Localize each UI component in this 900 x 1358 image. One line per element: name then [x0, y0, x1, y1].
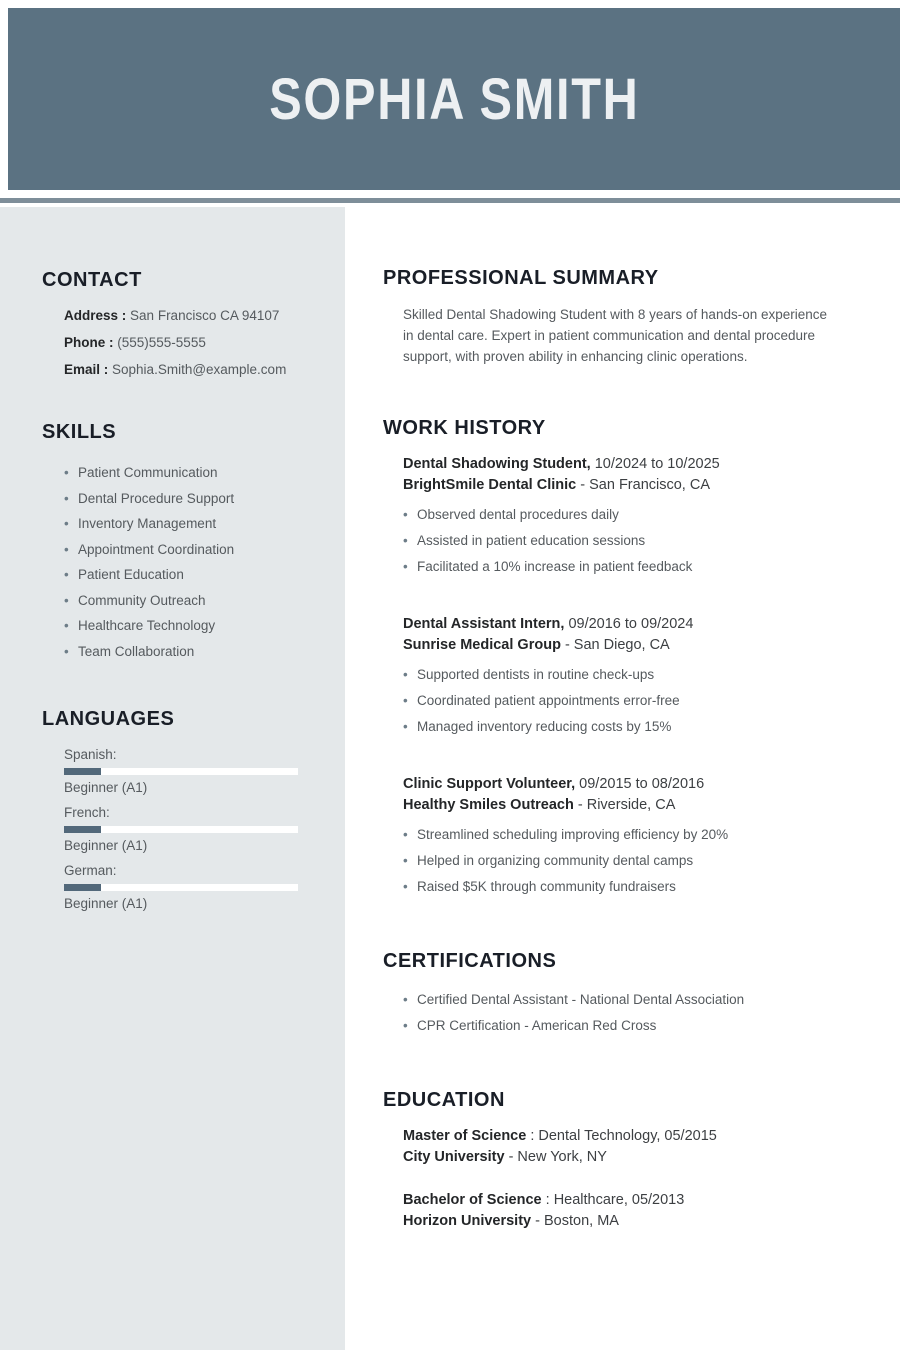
- school-line: [403, 1211, 840, 1232]
- job-location: - San Francisco, CA: [580, 477, 711, 493]
- skill-item: • Team Collaboration: [64, 639, 305, 665]
- certification-item: • Certified Dental Assistant - National Dental Association: [403, 987, 840, 1013]
- summary-section: [383, 267, 840, 367]
- contact-value-address: San Francisco CA 94107: [130, 308, 280, 323]
- certification-item: • CPR Certification - American Red Cross: [403, 1013, 840, 1039]
- skill-item: • Inventory Management: [64, 511, 305, 537]
- certifications-section: [383, 950, 840, 1039]
- resume-page: [0, 8, 900, 1358]
- skill-item: • Appointment Coordination: [64, 537, 305, 563]
- job-location: - Riverside, CA: [577, 797, 676, 813]
- language-name: German:: [64, 863, 117, 878]
- languages-title: LANGUAGES: [42, 708, 175, 730]
- summary-title: PROFESSIONAL SUMMARY: [383, 267, 659, 289]
- skills-title: SKILLS: [42, 421, 117, 443]
- skill-item: • Community Outreach: [64, 588, 305, 614]
- job-dates: 10/2024 to 10/2025: [594, 456, 720, 472]
- degree-name: Master of Science: [403, 1128, 527, 1144]
- job-bullet: • Helped in organizing community dental camps: [403, 848, 840, 874]
- job-role: Dental Assistant Intern,: [403, 616, 565, 632]
- language-level: Beginner (A1): [64, 780, 148, 795]
- contact-row-email: [64, 362, 305, 377]
- job-role: Clinic Support Volunteer,: [403, 776, 576, 792]
- contact-value-email: Sophia.Smith@example.com: [112, 362, 287, 377]
- contact-title: CONTACT: [42, 269, 142, 291]
- job-role-line: [403, 614, 840, 635]
- summary-text: Skilled Dental Shadowing Student with 8 years of hands-on experience in dental care. Expert in patient communication and dental procedure support, with proven ability in enhancing clinic operations.: [403, 307, 828, 364]
- job-dates: 09/2016 to 09/2024: [568, 616, 694, 632]
- contact-section: [42, 269, 305, 377]
- school-line: [403, 1147, 840, 1168]
- language-progress-bar: [64, 884, 298, 891]
- job-company: Healthy Smiles Outreach: [403, 797, 574, 813]
- contact-row-phone: [64, 335, 305, 350]
- job-entry: [403, 614, 840, 740]
- school-name: Horizon University: [403, 1213, 532, 1229]
- job-role-line: [403, 454, 840, 475]
- job-dates: 09/2015 to 08/2016: [579, 776, 705, 792]
- job-bullet: • Streamlined scheduling improving efficiency by 20%: [403, 822, 840, 848]
- job-bullets: [403, 822, 840, 900]
- job-company: BrightSmile Dental Clinic: [403, 477, 577, 493]
- skills-section: [42, 421, 305, 664]
- language-name: Spanish:: [64, 747, 117, 762]
- skill-item: • Patient Education: [64, 562, 305, 588]
- languages-list: [64, 747, 305, 911]
- contact-label-phone: Phone :: [64, 335, 114, 350]
- degree-entry: [403, 1126, 840, 1168]
- education-section: [383, 1089, 840, 1232]
- language-progress-fill: [64, 768, 101, 775]
- degree-entry: [403, 1190, 840, 1232]
- candidate-name: SOPHIA SMITH: [268, 66, 640, 132]
- job-entry: [403, 774, 840, 900]
- main-column: [345, 207, 900, 1350]
- education-title: EDUCATION: [383, 1089, 505, 1111]
- language-progress-bar: [64, 826, 298, 833]
- header-banner: [8, 8, 900, 190]
- job-entry: [403, 454, 840, 580]
- job-bullet: • Facilitated a 10% increase in patient feedback: [403, 554, 840, 580]
- degree-detail: : Healthcare, 05/2013: [545, 1192, 685, 1208]
- skills-list: [64, 460, 305, 664]
- skill-item: • Healthcare Technology: [64, 613, 305, 639]
- language-progress-fill: [64, 826, 101, 833]
- job-company: Sunrise Medical Group: [403, 637, 561, 653]
- job-bullets: [403, 662, 840, 740]
- content-area: [0, 207, 900, 1350]
- job-bullet: • Observed dental procedures daily: [403, 502, 840, 528]
- skill-item: • Dental Procedure Support: [64, 486, 305, 512]
- language-progress-fill: [64, 884, 101, 891]
- language-item: [64, 805, 305, 853]
- languages-section: [42, 708, 305, 911]
- job-bullet: • Coordinated patient appointments error-free: [403, 688, 840, 714]
- certifications-title: CERTIFICATIONS: [383, 950, 557, 972]
- school-location: - Boston, MA: [535, 1213, 619, 1229]
- skill-item: • Patient Communication: [64, 460, 305, 486]
- contact-rows: [64, 308, 305, 377]
- contact-label-email: Email :: [64, 362, 109, 377]
- degree-line: [403, 1190, 840, 1211]
- job-company-line: [403, 635, 840, 656]
- degree-detail: : Dental Technology, 05/2015: [530, 1128, 717, 1144]
- job-role-line: [403, 774, 840, 795]
- job-bullet: • Supported dentists in routine check-ups: [403, 662, 840, 688]
- school-location: - New York, NY: [508, 1149, 607, 1165]
- job-role: Dental Shadowing Student,: [403, 456, 591, 472]
- contact-label-address: Address :: [64, 308, 127, 323]
- job-location: - San Diego, CA: [564, 637, 670, 653]
- language-name: French:: [64, 805, 110, 820]
- contact-value-phone: (555)555-5555: [117, 335, 206, 350]
- job-bullet: • Managed inventory reducing costs by 15%: [403, 714, 840, 740]
- certifications-list: [403, 987, 840, 1039]
- sidebar: [0, 207, 345, 1350]
- language-level: Beginner (A1): [64, 896, 148, 911]
- language-item: [64, 863, 305, 911]
- school-name: City University: [403, 1149, 505, 1165]
- contact-row-address: [64, 308, 305, 323]
- job-company-line: [403, 795, 840, 816]
- header-gap: [0, 190, 900, 198]
- degree-name: Bachelor of Science: [403, 1192, 542, 1208]
- language-progress-bar: [64, 768, 298, 775]
- job-bullets: [403, 502, 840, 580]
- job-bullet: • Raised $5K through community fundraisers: [403, 874, 840, 900]
- work-history-section: [383, 417, 840, 900]
- language-level: Beginner (A1): [64, 838, 148, 853]
- job-bullet: • Assisted in patient education sessions: [403, 528, 840, 554]
- language-item: [64, 747, 305, 795]
- work-history-title: WORK HISTORY: [383, 417, 546, 439]
- degree-line: [403, 1126, 840, 1147]
- job-company-line: [403, 475, 840, 496]
